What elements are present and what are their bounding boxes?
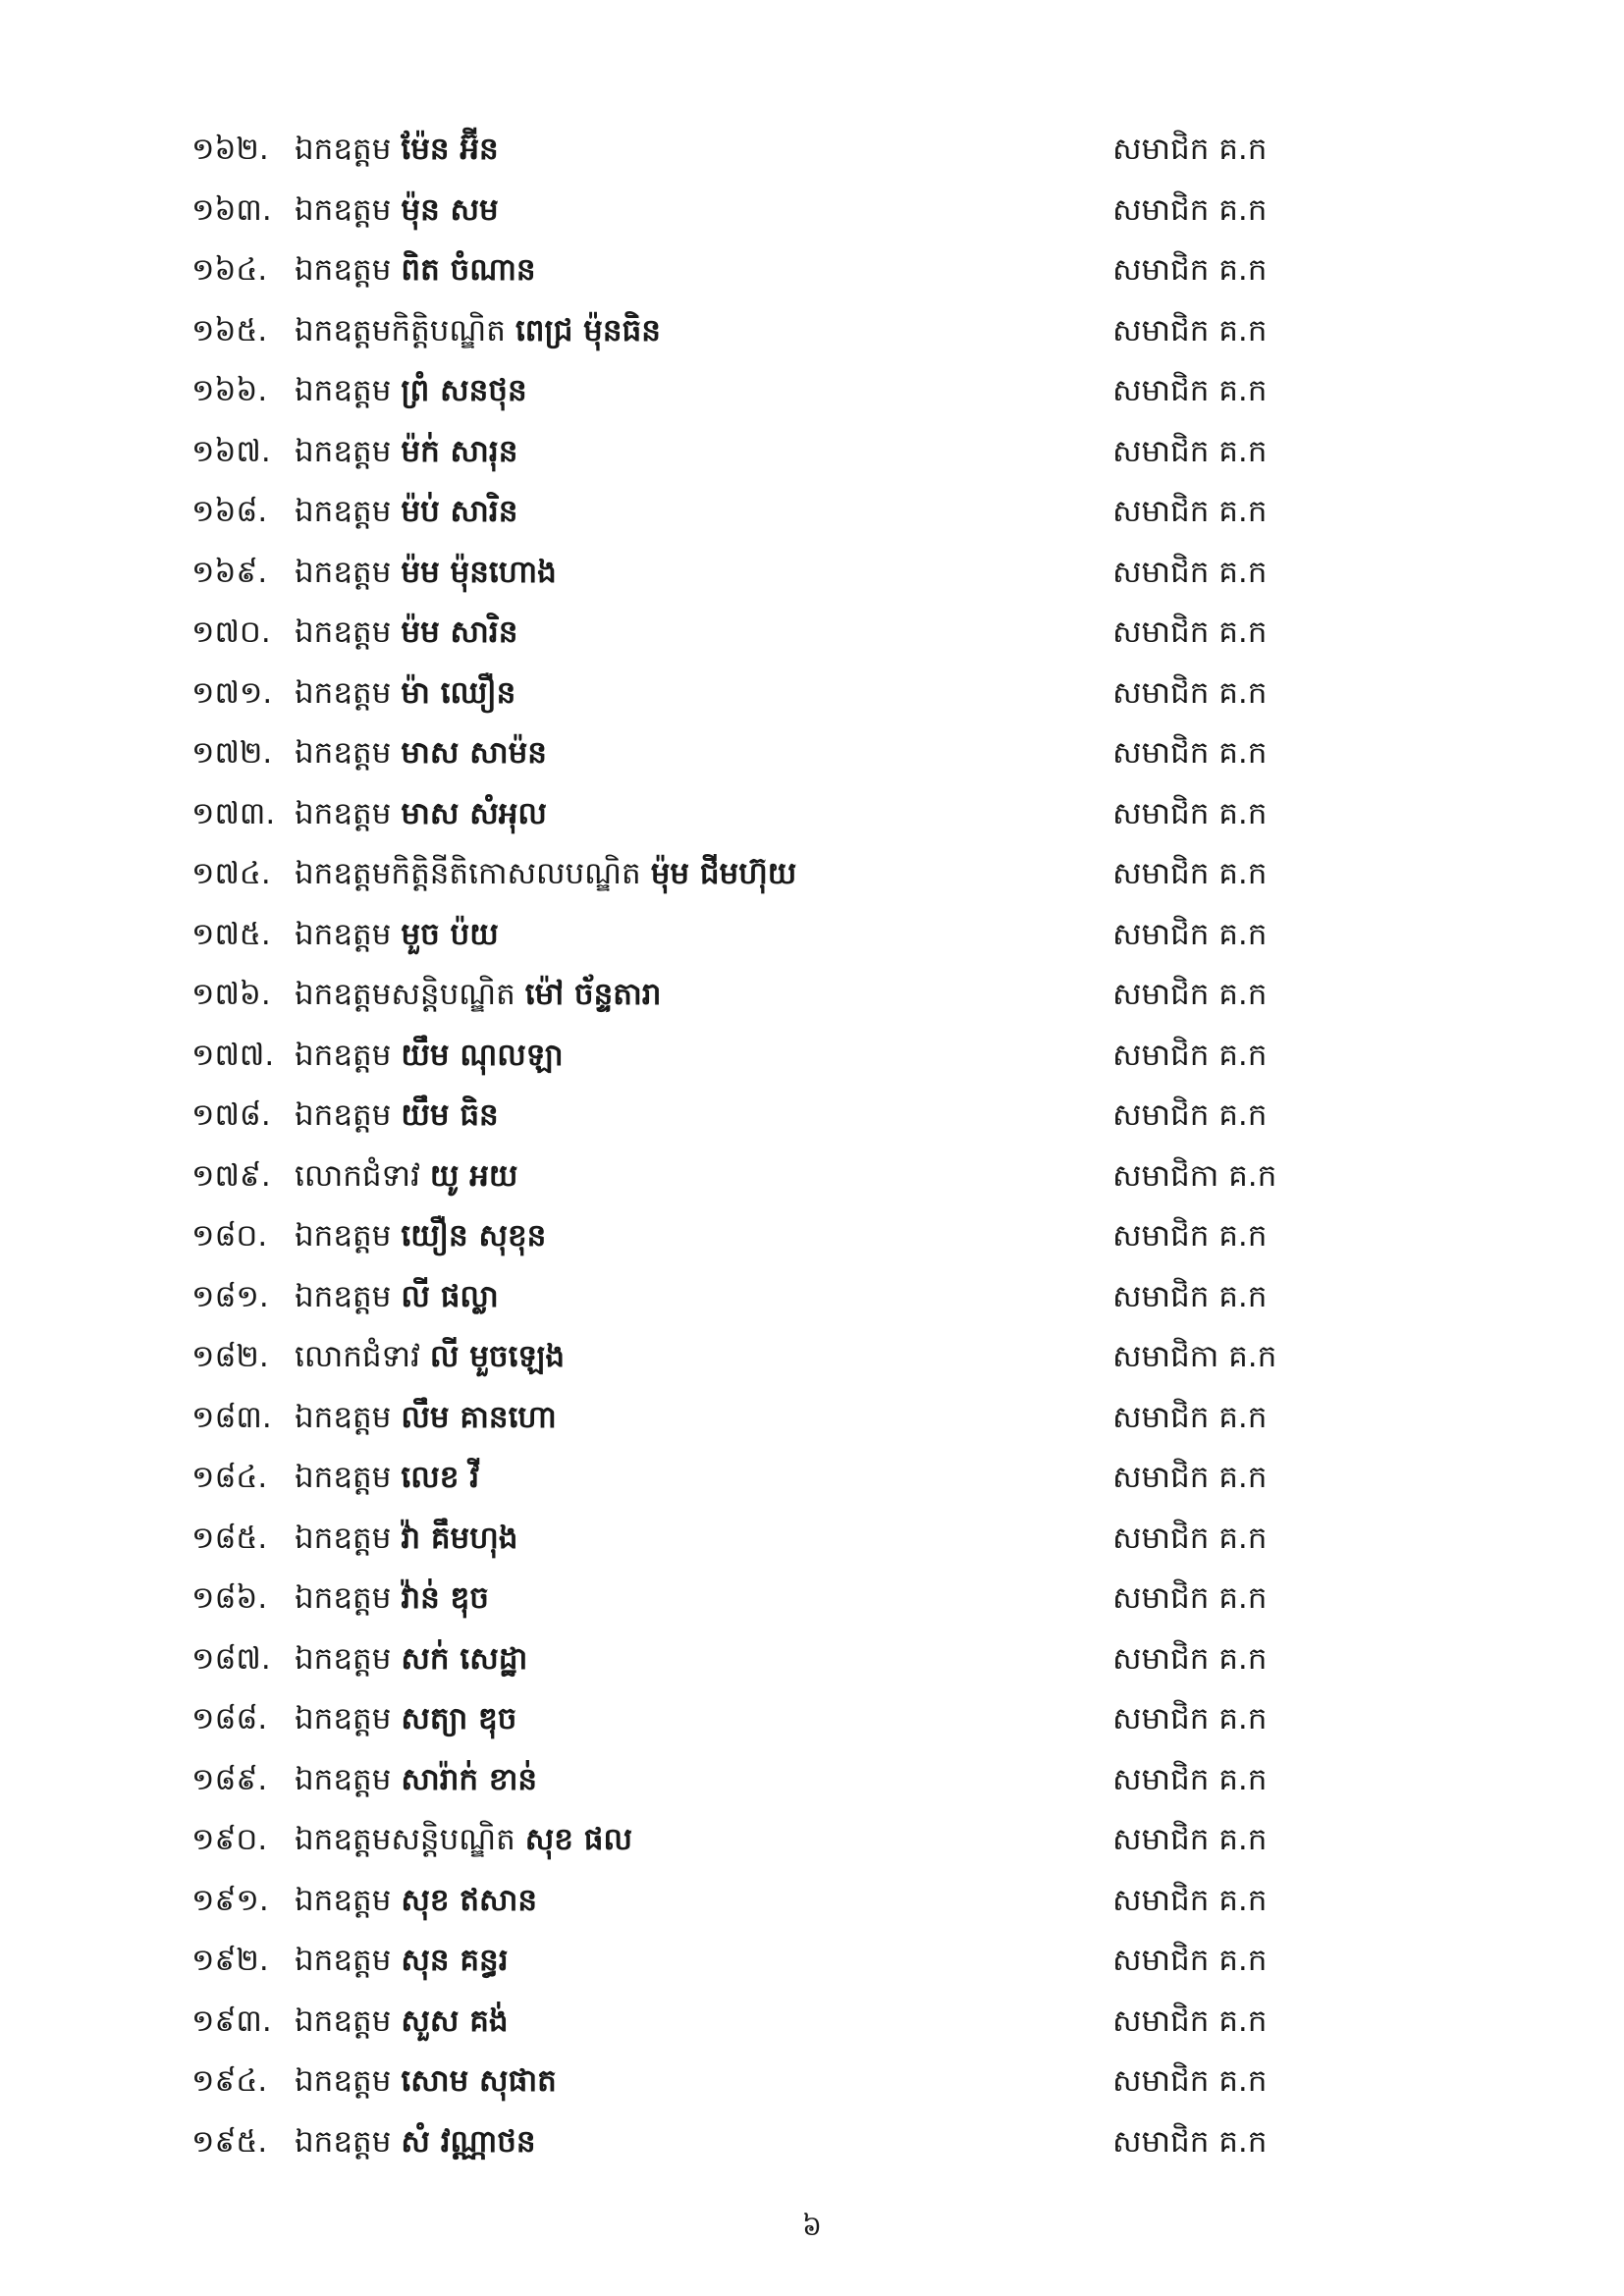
- member-number: ១៧១.: [191, 674, 273, 711]
- member-title-and-name: [295, 664, 515, 724]
- member-name: សួស គង់: [401, 2002, 509, 2039]
- member-role: សមាជិក គ.ក: [1112, 856, 1268, 891]
- member-title-and-name: [295, 181, 499, 241]
- member-number: ១៦៦.: [191, 373, 268, 408]
- member-number: ១៨៥.: [191, 1520, 268, 1556]
- member-honorific: ឯកឧត្តម: [295, 795, 392, 831]
- member-title-and-name: [295, 1931, 509, 1992]
- member-honorific: ឯកឧត្តម: [295, 191, 392, 228]
- member-name: យឿន សុខុន: [401, 1218, 547, 1254]
- member-name: ម៉ម សារិន: [401, 614, 518, 650]
- member-row: [191, 664, 1291, 724]
- member-number: ១៦៩.: [191, 554, 268, 590]
- member-title-and-name: [295, 1147, 517, 1207]
- member-role: សមាជិក គ.ក: [1112, 191, 1268, 228]
- member-number: ១៦៨.: [191, 494, 268, 529]
- member-number: ១៧៨.: [191, 1097, 271, 1133]
- member-title-and-name: [295, 1629, 527, 1690]
- member-number: ១៨៩.: [191, 1761, 268, 1797]
- member-name: មួច ប៉យ: [401, 916, 499, 952]
- member-number: ១៨៣.: [191, 1399, 272, 1435]
- member-honorific: ឯកឧត្តម: [295, 1460, 392, 1495]
- member-honorific: ឯកឧត្តម: [295, 1882, 392, 1918]
- member-title-and-name: [295, 120, 499, 181]
- member-title-and-name: [295, 1569, 489, 1629]
- member-role: សមាជិក គ.ក: [1112, 916, 1268, 952]
- member-name: យឹម ណុលឡា: [401, 1037, 564, 1073]
- member-role: សមាជិក គ.ក: [1112, 1822, 1268, 1857]
- member-row: [191, 1086, 1291, 1147]
- member-honorific: ឯកឧត្តម: [295, 1640, 392, 1677]
- member-title-and-name: [295, 965, 661, 1026]
- member-honorific: ឯកឧត្តម: [295, 674, 392, 711]
- member-number: ១៦២.: [191, 132, 269, 167]
- member-row: [191, 723, 1291, 784]
- member-role: សមាជិក គ.ក: [1112, 1701, 1268, 1736]
- member-number: ១៩៥.: [191, 2123, 268, 2160]
- member-title-and-name: [295, 1871, 537, 1932]
- member-honorific: ឯកឧត្តម: [295, 132, 392, 167]
- member-row: [191, 1689, 1291, 1750]
- member-row: [191, 543, 1291, 604]
- member-honorific: ឯកឧត្តម: [295, 1399, 392, 1435]
- member-row: [191, 361, 1291, 422]
- member-number: ១៨២.: [191, 1339, 269, 1374]
- member-title-and-name: [295, 1810, 632, 1871]
- member-honorific: ឯកឧត្តម: [295, 1278, 392, 1314]
- member-name: លី មួចឡេង: [429, 1339, 566, 1374]
- member-name: មាស សាម៉ន: [401, 735, 547, 771]
- member-number: ១៨៧.: [191, 1640, 271, 1677]
- member-number: ១៧៦.: [191, 977, 271, 1012]
- member-number: ១៩២.: [191, 1943, 269, 1978]
- member-honorific: ឯកឧត្តម: [295, 1520, 392, 1556]
- member-row: [191, 301, 1291, 362]
- member-number: ១៧៧.: [191, 1037, 275, 1073]
- member-title-and-name: [295, 1267, 499, 1328]
- member-title-and-name: [295, 1206, 546, 1267]
- member-honorific: ឯកឧត្តម: [295, 2123, 392, 2160]
- member-name: សុន គន្ធរ: [401, 1943, 509, 1978]
- member-number: ១៧២.: [191, 735, 273, 771]
- member-role: សមាជិក គ.ក: [1112, 252, 1268, 288]
- member-row: [191, 784, 1291, 845]
- member-role: សមាជិក គ.ក: [1112, 977, 1268, 1012]
- member-role: សមាជិក គ.ក: [1112, 1640, 1268, 1677]
- member-title-and-name: [295, 1509, 517, 1570]
- member-title-and-name: [295, 301, 661, 362]
- member-role: សមាជិក គ.ក: [1112, 735, 1268, 771]
- member-number: ១៩៣.: [191, 2002, 272, 2039]
- member-name: វ៉ា គឹមហុង: [401, 1520, 518, 1556]
- member-honorific: ឯកឧត្តម: [295, 916, 392, 952]
- member-title-and-name: [295, 723, 547, 784]
- member-number: ១៨៤.: [191, 1460, 268, 1495]
- member-row: [191, 482, 1291, 543]
- member-name: សត្យា ឌុច: [401, 1701, 517, 1736]
- member-name: ម៉ុម ជីមហ៊ុយ: [650, 856, 797, 891]
- member-honorific: ឯកឧត្តម: [295, 433, 392, 469]
- member-role: សមាជិក គ.ក: [1112, 1399, 1268, 1435]
- member-role: សមាជិក គ.ក: [1112, 1761, 1268, 1797]
- member-title-and-name: [295, 240, 536, 301]
- member-number: ១៧៥.: [191, 916, 271, 952]
- member-role: សមាជិក គ.ក: [1112, 1037, 1268, 1073]
- member-name: ម៉ប់ សារិន: [401, 494, 518, 529]
- member-name: វ៉ាន់ ឌុច: [401, 1580, 489, 1616]
- member-row: [191, 2112, 1291, 2173]
- member-role: សមាជិក គ.ក: [1112, 373, 1268, 408]
- member-role: សមាជិក គ.ក: [1112, 312, 1268, 348]
- member-row: [191, 1388, 1291, 1449]
- member-number: ១៦៤.: [191, 252, 268, 288]
- member-list: [191, 120, 1291, 2172]
- member-role: សមាជិក គ.ក: [1112, 2123, 1268, 2160]
- page-number: ៦: [802, 2210, 822, 2242]
- member-role: សមាជិក គ.ក: [1112, 1097, 1268, 1133]
- member-name: សុខ ឥសាន: [401, 1882, 538, 1918]
- member-honorific: ឯកឧត្តម: [295, 1943, 392, 1978]
- member-title-and-name: [295, 1086, 499, 1147]
- member-honorific: ឯកឧត្តម: [295, 1701, 392, 1736]
- member-role: សមាជិក គ.ក: [1112, 494, 1268, 529]
- member-row: [191, 2052, 1291, 2112]
- member-number: ១៩៤.: [191, 2063, 268, 2099]
- member-title-and-name: [295, 905, 499, 966]
- member-title-and-name: [295, 2052, 557, 2112]
- member-role: សមាជិក គ.ក: [1112, 674, 1268, 711]
- member-name: ម៉ៅ ច័ន្ទតារា: [524, 977, 662, 1012]
- member-number: ១៧៤.: [191, 856, 271, 891]
- member-honorific: ឯកឧត្តម: [295, 554, 392, 590]
- member-honorific: ឯកឧត្តម: [295, 2063, 392, 2099]
- member-title-and-name: [295, 422, 517, 483]
- member-name: មាស សំអុល: [401, 795, 547, 831]
- member-number: ១៨៨.: [191, 1701, 268, 1736]
- member-role: សមាជិកា គ.ក: [1112, 1157, 1277, 1194]
- member-number: ១៩១.: [191, 1882, 269, 1918]
- member-row: [191, 1871, 1291, 1932]
- member-row: [191, 844, 1291, 905]
- member-number: ១៨១.: [191, 1278, 269, 1314]
- member-title-and-name: [295, 361, 527, 422]
- member-number: ១៧០.: [191, 614, 271, 650]
- member-row: [191, 1810, 1291, 1871]
- member-honorific: ឯកឧត្តម: [295, 1761, 392, 1797]
- member-honorific: ឯកឧត្តម: [295, 735, 392, 771]
- member-name: ព្រំ សនថុន: [401, 373, 527, 408]
- member-honorific: ឯកឧត្តម: [295, 1218, 392, 1254]
- member-number: ១៨៦.: [191, 1580, 268, 1616]
- member-honorific: ឯកឧត្តមសន្តិបណ្ឌិត: [295, 1822, 515, 1857]
- member-row: [191, 1509, 1291, 1570]
- member-title-and-name: [295, 603, 517, 664]
- member-role: សមាជិក គ.ក: [1112, 795, 1268, 831]
- member-name: សារ៉ាក់ ខាន់: [401, 1761, 538, 1797]
- member-row: [191, 1750, 1291, 1811]
- member-number: ១៦៧.: [191, 433, 271, 469]
- member-name: ម៉ម ម៉ុនហោង: [401, 554, 557, 590]
- member-honorific: ឯកឧត្តម: [295, 614, 392, 650]
- member-role: សមាជិក គ.ក: [1112, 1943, 1268, 1978]
- member-honorific: ឯកឧត្តម: [295, 1580, 392, 1616]
- member-honorific: ឯកឧត្តម: [295, 373, 392, 408]
- member-title-and-name: [295, 1448, 479, 1509]
- member-row: [191, 1206, 1291, 1267]
- member-number: ១៦៣.: [191, 191, 272, 228]
- member-title-and-name: [295, 543, 557, 604]
- member-row: [191, 965, 1291, 1026]
- member-name: ពេជ្រ ម៉ុនធិន: [514, 312, 661, 348]
- member-role: សមាជិក គ.ក: [1112, 132, 1268, 167]
- member-row: [191, 240, 1291, 301]
- member-name: សុខ ផល: [524, 1822, 632, 1857]
- member-honorific: ឯកឧត្តម: [295, 494, 392, 529]
- member-name: ពិត ចំណាន: [401, 252, 536, 288]
- member-name: ម៉ុន សម: [401, 191, 499, 228]
- member-name: លេខ វី: [401, 1460, 480, 1495]
- member-title-and-name: [295, 1689, 516, 1750]
- member-name: សក់ សេដ្ឋា: [401, 1640, 528, 1677]
- member-row: [191, 905, 1291, 966]
- member-role: សមាជិក គ.ក: [1112, 2002, 1268, 2039]
- member-title-and-name: [295, 1388, 557, 1449]
- member-row: [191, 1267, 1291, 1328]
- member-number: ១៦៥.: [191, 312, 268, 348]
- member-honorific: ឯកឧត្តម: [295, 2002, 392, 2039]
- member-name: ម៉ា ឈឿន: [401, 674, 516, 711]
- member-title-and-name: [295, 784, 547, 845]
- member-role: សមាជិក គ.ក: [1112, 1882, 1268, 1918]
- member-honorific: ឯកឧត្តមកិត្តិបណ្ឌិត: [295, 312, 506, 348]
- member-row: [191, 181, 1291, 241]
- member-name: លឹម គានហោ: [401, 1399, 557, 1435]
- member-name: យូ អយ: [429, 1157, 518, 1194]
- member-role: សមាជិក គ.ក: [1112, 1580, 1268, 1616]
- member-title-and-name: [295, 1992, 509, 2053]
- member-title-and-name: [295, 482, 517, 543]
- member-role: សមាជិក គ.ក: [1112, 1520, 1268, 1556]
- member-role: សមាជិកា គ.ក: [1112, 1339, 1277, 1374]
- member-row: [191, 1569, 1291, 1629]
- member-row: [191, 120, 1291, 181]
- member-honorific: ឯកឧត្តមសន្តិបណ្ឌិត: [295, 977, 515, 1012]
- member-honorific: ឯកឧត្តម: [295, 252, 392, 288]
- member-row: [191, 1026, 1291, 1087]
- member-name: យឹម ធិន: [401, 1097, 499, 1133]
- member-name: ម៉ែន អ៊ីន: [401, 132, 499, 167]
- member-name: ម៉ក់ សារុន: [401, 433, 518, 469]
- member-role: សមាជិក គ.ក: [1112, 1278, 1268, 1314]
- member-honorific: ឯកឧត្តមកិត្តិនីតិកោសលបណ្ឌិត: [295, 856, 641, 891]
- member-name: លី ផល្លា: [401, 1278, 499, 1314]
- member-title-and-name: [295, 1750, 537, 1811]
- member-title-and-name: [295, 1327, 565, 1388]
- member-role: សមាជិក គ.ក: [1112, 1218, 1268, 1254]
- member-number: ១៨០.: [191, 1218, 268, 1254]
- member-title-and-name: [295, 844, 796, 905]
- member-name: សោម សុផាត: [401, 2063, 557, 2099]
- member-role: សមាជិក គ.ក: [1112, 614, 1268, 650]
- member-title-and-name: [295, 1026, 564, 1087]
- member-role: សមាជិក គ.ក: [1112, 433, 1268, 469]
- member-role: សមាជិក គ.ក: [1112, 2063, 1268, 2099]
- member-name: សំ វណ្ណាថន: [401, 2123, 536, 2160]
- member-honorific: ឯកឧត្តម: [295, 1097, 392, 1133]
- member-row: [191, 1327, 1291, 1388]
- member-honorific: លោកជំទាវ: [295, 1339, 420, 1374]
- member-number: ១៧៣.: [191, 795, 276, 831]
- member-honorific: លោកជំទាវ: [295, 1157, 420, 1194]
- member-row: [191, 1629, 1291, 1690]
- member-number: ១៧៩.: [191, 1157, 271, 1194]
- member-row: [191, 1147, 1291, 1207]
- member-row: [191, 1992, 1291, 2053]
- member-row: [191, 422, 1291, 483]
- member-role: សមាជិក គ.ក: [1112, 554, 1268, 590]
- member-row: [191, 1931, 1291, 1992]
- member-title-and-name: [295, 2112, 536, 2173]
- member-number: ១៩០.: [191, 1822, 268, 1857]
- member-role: សមាជិក គ.ក: [1112, 1460, 1268, 1495]
- member-row: [191, 1448, 1291, 1509]
- member-honorific: ឯកឧត្តម: [295, 1037, 392, 1073]
- member-row: [191, 603, 1291, 664]
